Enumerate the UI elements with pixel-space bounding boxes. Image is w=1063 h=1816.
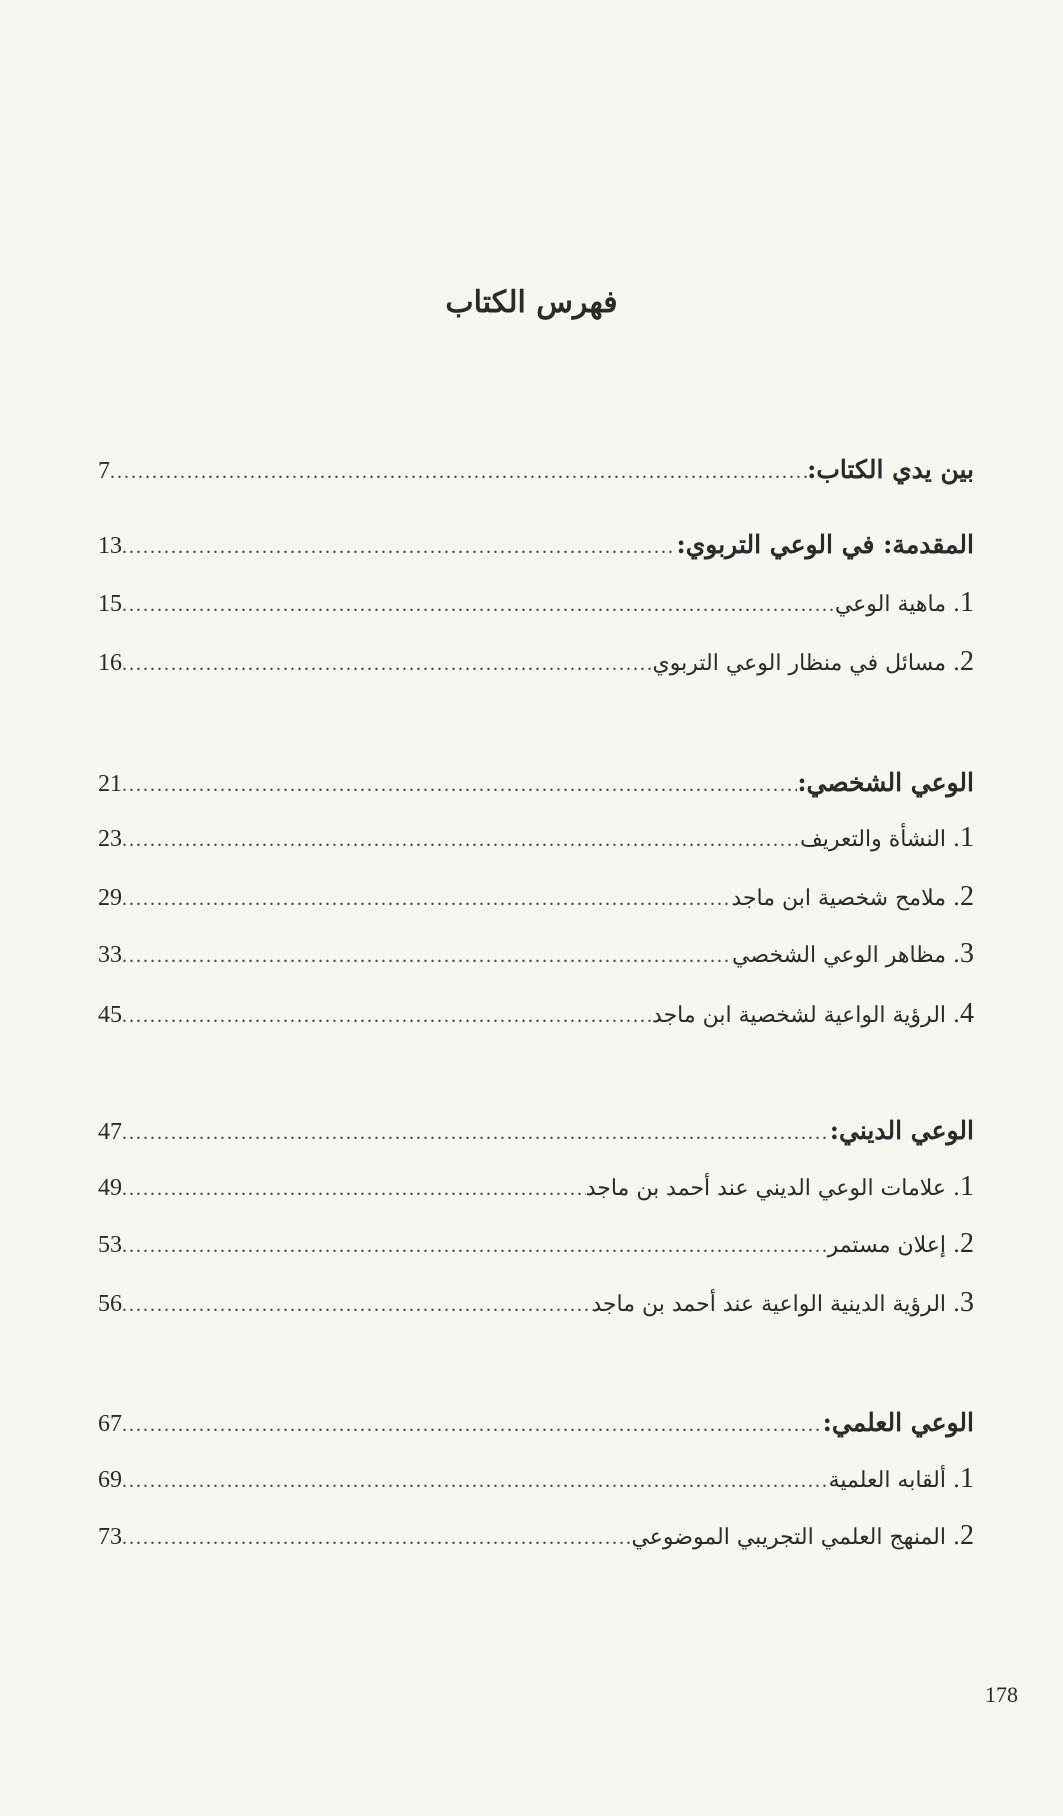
toc-entry-number: 3	[960, 938, 974, 969]
toc-entry	[98, 1287, 974, 1327]
page-number: 178	[985, 1682, 1018, 1707]
dot-leader	[122, 1178, 586, 1201]
toc-entry-title: بين يدي الكتاب:	[807, 455, 974, 484]
toc-entry-number: 1	[960, 822, 974, 853]
toc-entry-label	[829, 1463, 974, 1495]
toc-entry-page: 56	[98, 1291, 122, 1317]
toc-entry-page: 21	[98, 771, 122, 797]
dot-leader	[122, 945, 732, 968]
toc-entry-title: . علامات الوعي الديني عند أحمد بن ماجد	[585, 1176, 960, 1201]
toc-entry	[98, 455, 974, 495]
dot-leader	[122, 1470, 829, 1493]
toc-entry-label	[653, 646, 974, 678]
toc-entry-title: . المنهج العلمي التجريبي الموضوعي	[631, 1525, 960, 1550]
toc-entry	[98, 1228, 974, 1268]
toc-entry-title: الوعي الديني:	[829, 1116, 974, 1145]
toc-entry-page: 33	[98, 942, 122, 968]
toc-entry-number: 1	[960, 1463, 974, 1494]
dot-leader	[122, 1235, 828, 1258]
toc-entry	[98, 1171, 974, 1211]
page-title: فهرس الكتاب	[445, 285, 618, 320]
toc-entry-title: . ماهية الوعي	[834, 592, 960, 617]
toc-entry-title: . ملامح شخصية ابن ماجد	[731, 886, 960, 911]
toc-entry-label	[591, 1287, 974, 1319]
toc-entry-page: 15	[98, 591, 122, 617]
toc-entry-title: الوعي العلمي:	[822, 1408, 974, 1437]
toc-entry-title: . الرؤية الواعية لشخصية ابن ماجد	[652, 1003, 960, 1028]
toc-entry-number: 2	[960, 646, 974, 677]
toc-entry-number: 2	[960, 881, 974, 912]
dot-leader	[122, 1122, 830, 1145]
dot-leader	[122, 1414, 823, 1437]
dot-leader	[122, 1005, 652, 1028]
toc-entry	[98, 822, 974, 862]
toc-entry-label	[631, 1520, 974, 1552]
toc-entry-page: 53	[98, 1232, 122, 1258]
toc-entry-label	[652, 998, 974, 1030]
toc-entry	[98, 998, 974, 1038]
toc-entry	[98, 1408, 974, 1448]
dot-leader	[122, 536, 676, 559]
toc-entry-number: 4	[960, 998, 974, 1029]
toc-entry-label	[732, 938, 974, 970]
toc-entry-number: 1	[960, 587, 974, 618]
toc-entry	[98, 530, 974, 570]
toc-entry-title: . مسائل في منظار الوعي التربوي	[652, 651, 960, 676]
toc-entry-title: . مظاهر الوعي الشخصي	[732, 943, 960, 968]
toc-entry	[98, 881, 974, 921]
toc-entry-page: 7	[98, 458, 110, 484]
dot-leader	[122, 594, 835, 617]
toc-entry	[98, 1463, 974, 1503]
toc-entry-page: 16	[98, 650, 122, 676]
toc-entry-number: 3	[960, 1287, 974, 1318]
dot-leader	[110, 461, 807, 484]
dot-leader	[122, 1294, 591, 1317]
toc-entry	[98, 938, 974, 978]
toc-entry-page: 23	[98, 826, 122, 852]
toc-entry-page: 69	[98, 1467, 122, 1493]
toc-entry-page: 67	[98, 1411, 122, 1437]
dot-leader	[122, 888, 731, 911]
toc-entry-page: 13	[98, 533, 122, 559]
toc-entry-label	[731, 881, 974, 913]
toc-entry-label	[586, 1171, 974, 1203]
dot-leader	[122, 1527, 631, 1550]
toc-entry	[98, 768, 974, 808]
toc-entry-label	[835, 587, 974, 619]
toc-entry-number: 2	[960, 1228, 974, 1259]
toc-entry-label	[800, 822, 974, 854]
toc-entry	[98, 646, 974, 686]
toc-entry-page: 29	[98, 885, 122, 911]
toc-entry-title: . النشأة والتعريف	[799, 827, 960, 852]
toc-entry-label	[828, 1228, 974, 1260]
toc-entry-title: الوعي الشخصي:	[797, 768, 974, 797]
toc-entry-title: . ألقابه العلمية	[828, 1468, 960, 1493]
toc-entry-title: المقدمة: في الوعي التربوي:	[676, 530, 974, 559]
toc-entry-title: . الرؤية الدينية الواعية عند أحمد بن ماجد	[591, 1292, 960, 1317]
toc-entry-page: 49	[98, 1175, 122, 1201]
toc-entry-page: 45	[98, 1002, 122, 1028]
toc-entry	[98, 1520, 974, 1560]
toc-entry-label	[797, 768, 974, 797]
toc-entry-label	[807, 455, 974, 484]
toc-entry	[98, 1116, 974, 1156]
dot-leader	[122, 829, 800, 852]
toc-entry-title: . إعلان مستمر	[827, 1233, 960, 1258]
toc-entry-label	[676, 530, 974, 559]
toc-entry-page: 73	[98, 1524, 122, 1550]
toc-entry-number: 1	[960, 1171, 974, 1202]
dot-leader	[122, 774, 797, 797]
toc-entry	[98, 587, 974, 627]
toc-entry-page: 47	[98, 1119, 122, 1145]
toc-entry-label	[823, 1408, 974, 1437]
toc-entry-label	[830, 1116, 974, 1145]
dot-leader	[122, 653, 653, 676]
toc-entry-number: 2	[960, 1520, 974, 1551]
